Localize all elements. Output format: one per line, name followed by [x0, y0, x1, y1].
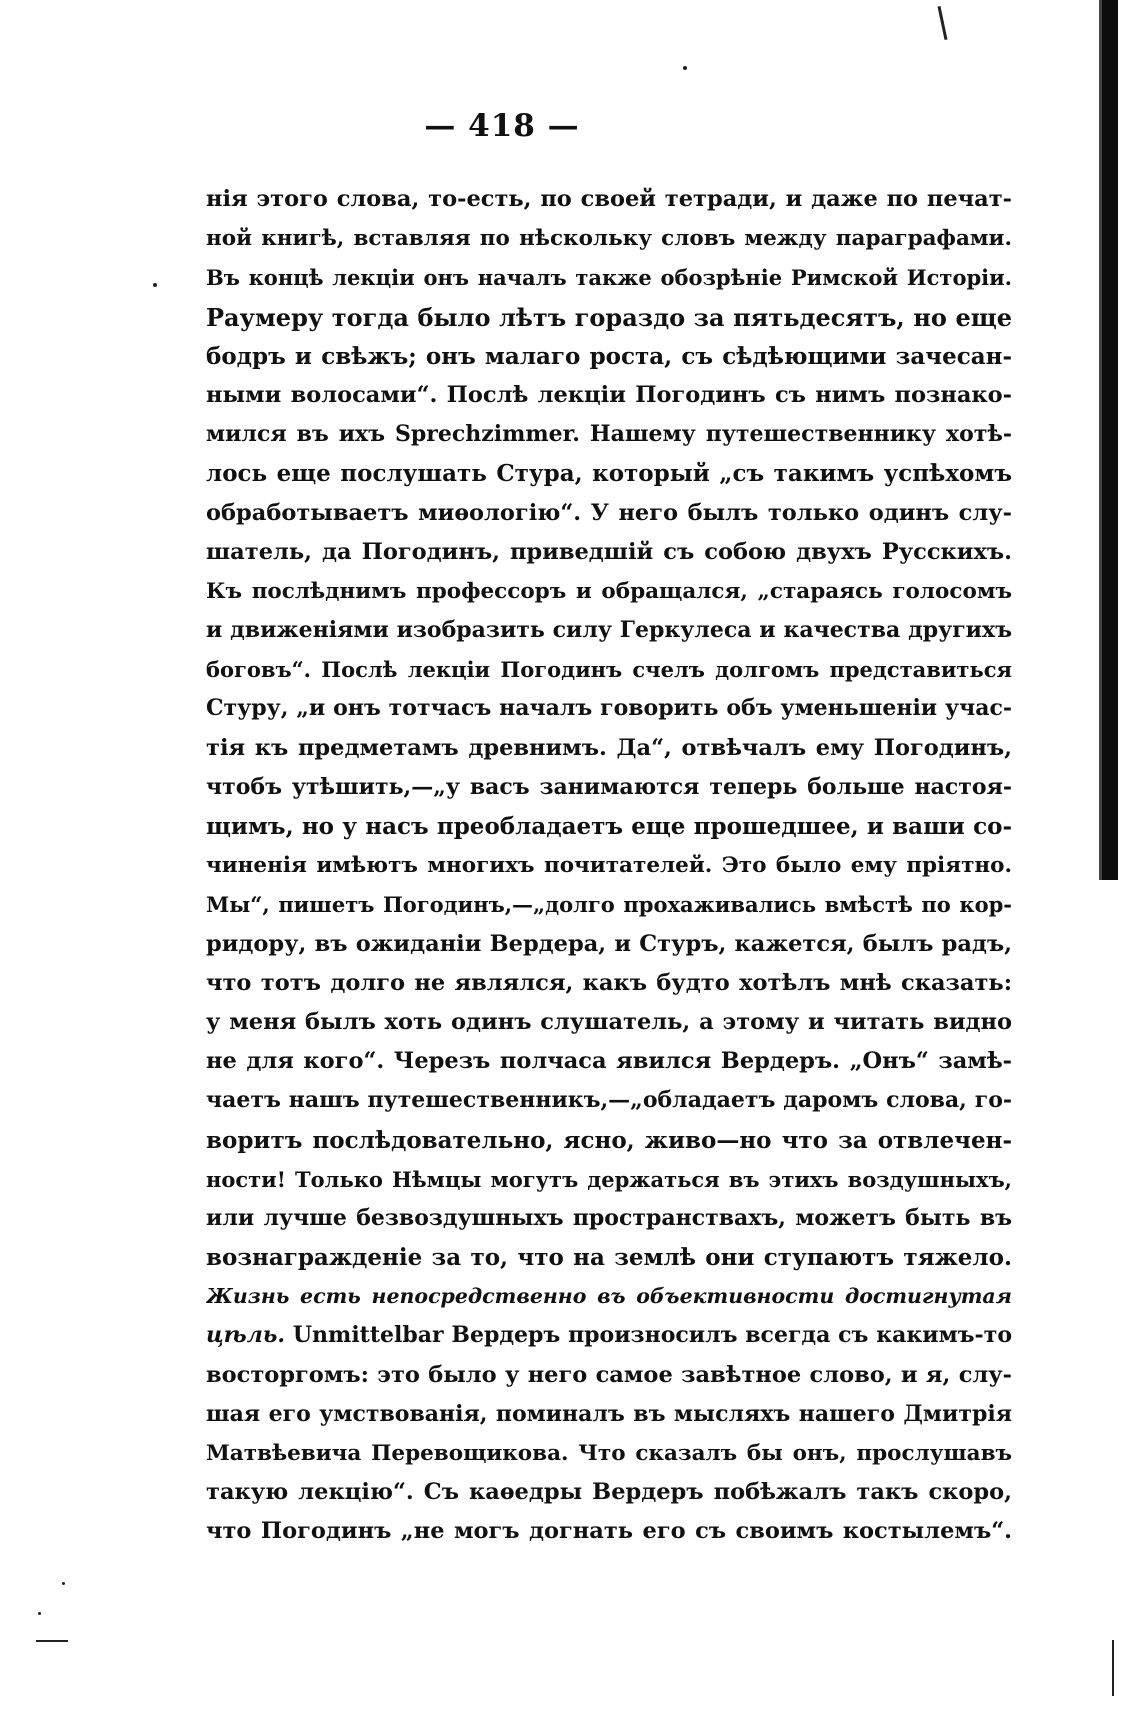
text-line: чтобъ утѣшить,—„у васъ занимаются теперь больше настоя-	[206, 773, 1012, 800]
scan-mark	[36, 1640, 68, 1642]
text-line: боговъ“. Послѣ лекціи Погодинъ счелъ долгомъ представиться	[206, 657, 1012, 683]
text-line: ными волосами“. Послѣ лекціи Погодинъ съ нимъ познако-	[206, 381, 1012, 408]
text-line: щимъ, но у насъ преобладаетъ еще прошедшее, и ваши со-	[206, 813, 1012, 840]
text-line: лось еще послушать Стура, который „съ такимъ успѣхомъ	[206, 460, 1012, 488]
text-line: Стуру, „и онъ тотчасъ началъ говорить объ уменьшеніи учас-	[206, 695, 1012, 722]
text-line: тія къ предметамъ древнимъ. Да“, отвѣчалъ ему Погодинъ,	[206, 734, 1012, 761]
text-line: вознагражденіе за то, что на землѣ они ступаютъ тяжело.	[206, 1244, 1012, 1272]
text-line: воритъ послѣдовательно, ясно, живо—но что за отвлечен-	[206, 1126, 1012, 1154]
text-line: ной книгѣ, вставляя по нѣскольку словъ между параграфами.	[206, 226, 1012, 252]
text-line: что тотъ долго не являлся, какъ будто хотѣлъ мнѣ сказать:	[206, 969, 1012, 996]
text-line: восторгомъ: это было у него самое завѣтное слово, и я, слу-	[206, 1361, 1012, 1388]
text-line: Раумеру тогда было лѣтъ гораздо за пятьдесятъ, но еще	[206, 302, 1012, 332]
page-number: — 418 —	[424, 108, 580, 144]
text-line: чаетъ нашъ путешественникъ,—„обладаетъ даромъ слова, го-	[206, 1087, 1012, 1114]
scan-speck	[38, 1612, 41, 1615]
text-line: такую лекцію“. Съ каѳедры Вердеръ побѣжалъ такъ скоро,	[206, 1479, 1012, 1506]
scan-mark	[1112, 1640, 1114, 1696]
text-line: Къ послѣднимъ профессоръ и обращался, „стараясь голосомъ	[206, 578, 1012, 604]
text-line: ности! Только Нѣмцы могутъ держаться въ этихъ воздушныхъ,	[206, 1166, 1012, 1192]
text-line: обработываетъ миѳологію“. У него былъ только одинъ слу-	[206, 499, 1012, 526]
text-line: Мы“, пишетъ Погодинъ,—„долго прохаживались вмѣстѣ по кор-	[206, 892, 1012, 918]
text-line: Въ концѣ лекціи онъ началъ также обозрѣніе Римской Исторіи.	[206, 265, 1012, 291]
scan-speck	[153, 283, 157, 287]
scan-speck	[62, 1582, 65, 1585]
roman-segment: Unmittelbar Вердеръ произносилъ всегда съ какимъ-то	[292, 1322, 1012, 1349]
text-line: ридору, въ ожиданіи Вердера, и Стуръ, кажется, былъ радъ,	[206, 930, 1012, 957]
text-line: у меня былъ хоть одинъ слушатель, а этому и читать видно	[206, 1008, 1012, 1035]
scan-speck	[683, 66, 687, 70]
text-line: чиненія имѣютъ многихъ почитателей. Это было ему пріятно.	[206, 853, 1012, 879]
text-line: шая его умствованія, поминалъ въ мысляхъ нашего Дмитрія	[206, 1400, 1012, 1427]
text-line-mixed	[206, 1316, 1012, 1355]
scan-edge	[1102, 0, 1118, 880]
text-line: шатель, да Погодинъ, приведшій съ собою двухъ Русскихъ.	[206, 538, 1012, 565]
text-line: бодръ и свѣжъ; онъ малаго роста, съ сѣдѣющими зачесан-	[206, 342, 1012, 370]
text-line: мился въ ихъ Sprechzimmer. Нашему путешественнику хотѣ-	[206, 421, 1012, 448]
text-line-italic: Жизнь есть непосредственно въ объективности достигнутая	[206, 1284, 1012, 1309]
text-line: или лучше безвоздушныхъ пространствахъ, можетъ быть въ	[206, 1204, 1012, 1231]
scan-mark	[937, 6, 947, 40]
italic-segment: цѣль.	[206, 1322, 286, 1349]
text-line: нія этого слова, то-есть, по своей тетради, и даже по печат-	[206, 186, 1012, 212]
text-line: что Погодинъ „не могъ догнать его съ своимъ костылемъ“.	[206, 1518, 1012, 1545]
text-line: и движеніями изобразить силу Геркулеса и качества другихъ	[206, 617, 1012, 644]
text-line: Матвѣевича Перевощикова. Что сказалъ бы онъ, прослушавъ	[206, 1441, 1012, 1466]
body-text	[206, 180, 1012, 1552]
text-line: не для кого“. Черезъ полчаса явился Вердеръ. „Онъ“ замѣ-	[206, 1048, 1012, 1075]
